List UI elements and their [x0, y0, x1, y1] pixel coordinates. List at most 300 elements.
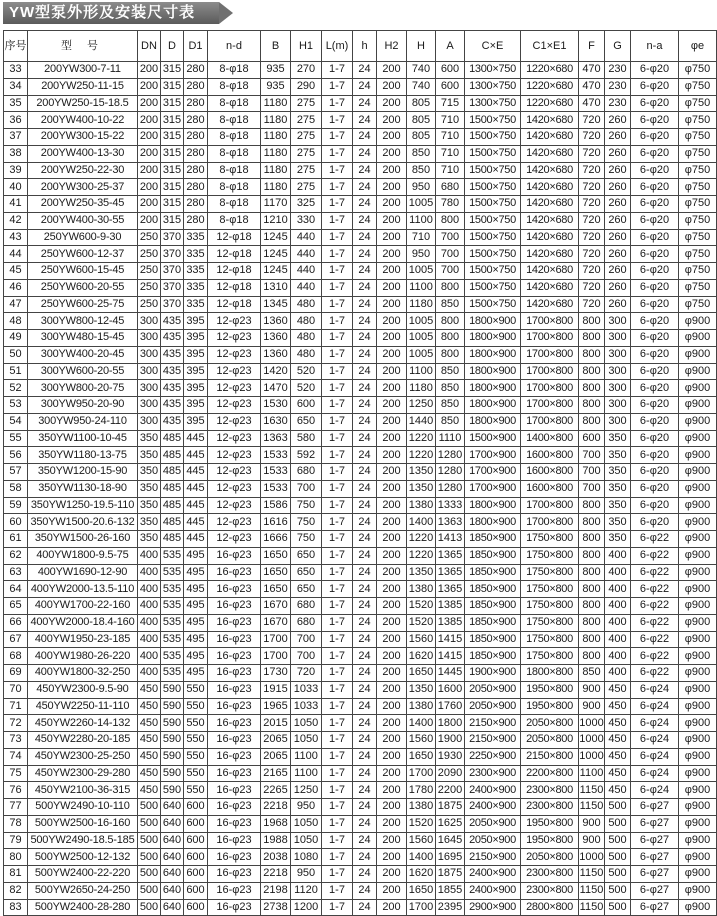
cell-h1: 480	[291, 296, 322, 313]
table-row	[4, 229, 717, 246]
cell-b: 2218	[261, 799, 291, 816]
cell-c1e1: 2800×800	[521, 899, 579, 916]
cell-d1: 395	[184, 363, 208, 380]
cell-h: 24	[353, 363, 377, 380]
cell-g: 450	[605, 748, 631, 765]
cell-c1e1: 2150×800	[521, 748, 579, 765]
cell-b: 1245	[261, 229, 291, 246]
cell-f: 1150	[579, 866, 605, 883]
cell-l: 1-7	[322, 832, 353, 849]
cell-na: 6-φ24	[631, 782, 679, 799]
cell-h2: 200	[377, 95, 407, 112]
cell-phie: φ750	[679, 246, 717, 263]
cell-d: 640	[161, 866, 184, 883]
header-dn: DN	[138, 31, 161, 62]
table-row	[4, 95, 717, 112]
cell-phie: φ750	[679, 179, 717, 196]
cell-h2: 200	[377, 380, 407, 397]
cell-seq: 64	[4, 581, 28, 598]
cell-model: 350YW1500-26-160	[28, 531, 138, 548]
cell-h1: 1033	[291, 698, 322, 715]
cell-phie: φ900	[679, 598, 717, 615]
cell-phie: φ900	[679, 765, 717, 782]
cell-d: 535	[161, 614, 184, 631]
cell-model: 200YW300-7-11	[28, 62, 138, 79]
cell-hh: 1220	[407, 430, 436, 447]
cell-l: 1-7	[322, 614, 353, 631]
cell-h: 24	[353, 447, 377, 464]
cell-d1: 280	[184, 129, 208, 146]
cell-phie: φ750	[679, 78, 717, 95]
cell-hh: 740	[407, 78, 436, 95]
cell-na: 6-φ22	[631, 598, 679, 615]
cell-g: 400	[605, 547, 631, 564]
cell-dn: 450	[138, 732, 161, 749]
cell-cxe: 1700×900	[465, 447, 521, 464]
cell-model: 300YW950-24-110	[28, 413, 138, 430]
cell-na: 6-φ27	[631, 815, 679, 832]
cell-nd: 8-φ18	[208, 145, 261, 162]
cell-dn: 450	[138, 698, 161, 715]
cell-d1: 550	[184, 732, 208, 749]
cell-a: 710	[436, 129, 465, 146]
cell-b: 1210	[261, 212, 291, 229]
cell-model: 450YW2300-9.5-90	[28, 681, 138, 698]
cell-d1: 280	[184, 196, 208, 213]
cell-g: 260	[605, 263, 631, 280]
table-row	[4, 363, 717, 380]
cell-a: 1855	[436, 882, 465, 899]
cell-dn: 500	[138, 832, 161, 849]
cell-na: 6-φ20	[631, 397, 679, 414]
cell-dn: 450	[138, 715, 161, 732]
cell-nd: 8-φ18	[208, 212, 261, 229]
cell-l: 1-7	[322, 765, 353, 782]
table-row	[4, 648, 717, 665]
cell-d1: 280	[184, 145, 208, 162]
cell-d1: 395	[184, 313, 208, 330]
cell-h: 24	[353, 765, 377, 782]
cell-hh: 1380	[407, 581, 436, 598]
cell-d: 485	[161, 464, 184, 481]
cell-seq: 65	[4, 598, 28, 615]
cell-seq: 36	[4, 112, 28, 129]
cell-na: 6-φ20	[631, 514, 679, 531]
cell-nd: 16-φ23	[208, 681, 261, 698]
cell-model: 450YW2280-20-185	[28, 732, 138, 749]
cell-b: 1666	[261, 531, 291, 548]
cell-model: 300YW800-12-45	[28, 313, 138, 330]
cell-f: 720	[579, 229, 605, 246]
header-d: D	[161, 31, 184, 62]
cell-seq: 57	[4, 464, 28, 481]
cell-h1: 1033	[291, 681, 322, 698]
cell-cxe: 1500×750	[465, 145, 521, 162]
cell-d: 640	[161, 882, 184, 899]
cell-dn: 500	[138, 799, 161, 816]
cell-dn: 450	[138, 782, 161, 799]
cell-h: 24	[353, 212, 377, 229]
cell-model: 250YW600-9-30	[28, 229, 138, 246]
cell-d1: 550	[184, 698, 208, 715]
cell-f: 800	[579, 380, 605, 397]
cell-f: 720	[579, 112, 605, 129]
cell-d1: 335	[184, 246, 208, 263]
cell-a: 1415	[436, 648, 465, 665]
cell-h2: 200	[377, 480, 407, 497]
cell-c1e1: 1600×800	[521, 480, 579, 497]
cell-na: 6-φ20	[631, 380, 679, 397]
cell-phie: φ750	[679, 112, 717, 129]
cell-h1: 275	[291, 129, 322, 146]
cell-h1: 680	[291, 598, 322, 615]
cell-h2: 200	[377, 145, 407, 162]
cell-g: 350	[605, 480, 631, 497]
cell-nd: 12-φ18	[208, 246, 261, 263]
cell-seq: 33	[4, 62, 28, 79]
cell-f: 1150	[579, 882, 605, 899]
cell-model: 300YW480-15-45	[28, 330, 138, 347]
cell-l: 1-7	[322, 430, 353, 447]
cell-g: 500	[605, 832, 631, 849]
table-header-row	[4, 31, 717, 62]
cell-h1: 1050	[291, 715, 322, 732]
cell-h1: 275	[291, 179, 322, 196]
cell-d: 535	[161, 631, 184, 648]
cell-a: 2395	[436, 899, 465, 916]
cell-nd: 16-φ23	[208, 732, 261, 749]
cell-l: 1-7	[322, 480, 353, 497]
cell-f: 800	[579, 547, 605, 564]
cell-phie: φ900	[679, 732, 717, 749]
cell-hh: 1400	[407, 514, 436, 531]
cell-b: 1363	[261, 430, 291, 447]
cell-nd: 16-φ23	[208, 832, 261, 849]
cell-c1e1: 1750×800	[521, 631, 579, 648]
cell-b: 1180	[261, 179, 291, 196]
cell-c1e1: 1950×800	[521, 815, 579, 832]
cell-b: 1360	[261, 330, 291, 347]
cell-cxe: 1700×900	[465, 480, 521, 497]
cell-h: 24	[353, 162, 377, 179]
cell-c1e1: 2300×800	[521, 866, 579, 883]
cell-b: 1915	[261, 681, 291, 698]
cell-na: 6-φ20	[631, 246, 679, 263]
cell-na: 6-φ20	[631, 464, 679, 481]
cell-cxe: 1500×750	[465, 229, 521, 246]
cell-cxe: 2900×900	[465, 899, 521, 916]
cell-phie: φ750	[679, 162, 717, 179]
cell-l: 1-7	[322, 464, 353, 481]
cell-nd: 16-φ23	[208, 581, 261, 598]
cell-na: 6-φ20	[631, 430, 679, 447]
cell-l: 1-7	[322, 263, 353, 280]
cell-dn: 350	[138, 480, 161, 497]
cell-nd: 16-φ23	[208, 564, 261, 581]
table-row	[4, 78, 717, 95]
cell-seq: 83	[4, 899, 28, 916]
cell-h1: 700	[291, 480, 322, 497]
cell-cxe: 1850×900	[465, 631, 521, 648]
cell-phie: φ900	[679, 614, 717, 631]
cell-d: 435	[161, 397, 184, 414]
cell-g: 450	[605, 765, 631, 782]
cell-seq: 48	[4, 313, 28, 330]
cell-cxe: 1800×900	[465, 313, 521, 330]
cell-d: 435	[161, 413, 184, 430]
cell-a: 600	[436, 78, 465, 95]
cell-seq: 55	[4, 430, 28, 447]
cell-g: 400	[605, 648, 631, 665]
cell-cxe: 1500×750	[465, 212, 521, 229]
cell-h2: 200	[377, 279, 407, 296]
cell-h1: 275	[291, 145, 322, 162]
cell-l: 1-7	[322, 62, 353, 79]
cell-na: 6-φ24	[631, 732, 679, 749]
cell-g: 400	[605, 614, 631, 631]
cell-d: 535	[161, 598, 184, 615]
cell-model: 450YW2300-25-250	[28, 748, 138, 765]
cell-dn: 200	[138, 129, 161, 146]
cell-d: 435	[161, 363, 184, 380]
cell-g: 300	[605, 330, 631, 347]
cell-d1: 495	[184, 564, 208, 581]
cell-d1: 280	[184, 112, 208, 129]
cell-b: 935	[261, 78, 291, 95]
cell-na: 6-φ20	[631, 330, 679, 347]
cell-h2: 200	[377, 464, 407, 481]
cell-na: 6-φ20	[631, 279, 679, 296]
cell-h1: 750	[291, 531, 322, 548]
cell-dn: 400	[138, 547, 161, 564]
cell-h2: 200	[377, 296, 407, 313]
cell-h: 24	[353, 430, 377, 447]
cell-f: 1100	[579, 765, 605, 782]
cell-d: 370	[161, 246, 184, 263]
cell-na: 6-φ27	[631, 882, 679, 899]
cell-dn: 200	[138, 162, 161, 179]
cell-c1e1: 1700×800	[521, 497, 579, 514]
table-row	[4, 296, 717, 313]
table-row	[4, 447, 717, 464]
cell-nd: 12-φ23	[208, 363, 261, 380]
cell-d: 590	[161, 715, 184, 732]
cell-nd: 12-φ23	[208, 413, 261, 430]
cell-cxe: 2050×900	[465, 698, 521, 715]
cell-na: 6-φ20	[631, 313, 679, 330]
cell-hh: 1350	[407, 681, 436, 698]
cell-a: 1280	[436, 464, 465, 481]
cell-cxe: 1500×750	[465, 279, 521, 296]
cell-c1e1: 1600×800	[521, 464, 579, 481]
cell-h1: 1050	[291, 732, 322, 749]
cell-phie: φ900	[679, 397, 717, 414]
cell-na: 6-φ27	[631, 799, 679, 816]
cell-seq: 54	[4, 413, 28, 430]
cell-c1e1: 1400×800	[521, 430, 579, 447]
cell-d1: 445	[184, 447, 208, 464]
cell-phie: φ900	[679, 899, 717, 916]
cell-nd: 12-φ23	[208, 380, 261, 397]
cell-d: 640	[161, 899, 184, 916]
cell-h1: 440	[291, 246, 322, 263]
cell-na: 6-φ24	[631, 715, 679, 732]
cell-h: 24	[353, 748, 377, 765]
cell-h2: 200	[377, 129, 407, 146]
cell-l: 1-7	[322, 129, 353, 146]
cell-cxe: 2150×900	[465, 849, 521, 866]
cell-dn: 500	[138, 849, 161, 866]
cell-d1: 445	[184, 480, 208, 497]
cell-h2: 200	[377, 62, 407, 79]
cell-hh: 805	[407, 129, 436, 146]
cell-na: 6-φ20	[631, 78, 679, 95]
cell-b: 1533	[261, 447, 291, 464]
cell-b: 1360	[261, 346, 291, 363]
cell-h1: 480	[291, 346, 322, 363]
cell-dn: 350	[138, 464, 161, 481]
cell-dn: 500	[138, 899, 161, 916]
cell-phie: φ900	[679, 346, 717, 363]
cell-h2: 200	[377, 397, 407, 414]
cell-h2: 200	[377, 631, 407, 648]
cell-seq: 49	[4, 330, 28, 347]
cell-cxe: 2150×900	[465, 715, 521, 732]
cell-nd: 12-φ23	[208, 514, 261, 531]
cell-l: 1-7	[322, 899, 353, 916]
cell-d1: 395	[184, 380, 208, 397]
cell-dn: 500	[138, 815, 161, 832]
cell-nd: 16-φ23	[208, 849, 261, 866]
cell-d1: 335	[184, 296, 208, 313]
header-g: G	[605, 31, 631, 62]
cell-na: 6-φ20	[631, 179, 679, 196]
cell-phie: φ900	[679, 330, 717, 347]
cell-hh: 1400	[407, 715, 436, 732]
cell-c1e1: 1420×680	[521, 246, 579, 263]
cell-cxe: 1850×900	[465, 531, 521, 548]
cell-a: 2200	[436, 782, 465, 799]
cell-h2: 200	[377, 698, 407, 715]
table-row	[4, 279, 717, 296]
header-h1: H1	[291, 31, 322, 62]
cell-seq: 35	[4, 95, 28, 112]
cell-model: 400YW1800-32-250	[28, 665, 138, 682]
cell-a: 700	[436, 229, 465, 246]
cell-d: 485	[161, 430, 184, 447]
cell-d1: 445	[184, 514, 208, 531]
cell-f: 850	[579, 665, 605, 682]
cell-hh: 1100	[407, 279, 436, 296]
cell-phie: φ900	[679, 447, 717, 464]
cell-model: 200YW300-15-22	[28, 129, 138, 146]
cell-na: 6-φ20	[631, 263, 679, 280]
cell-seq: 41	[4, 196, 28, 213]
cell-h: 24	[353, 229, 377, 246]
cell-f: 800	[579, 363, 605, 380]
cell-d1: 335	[184, 279, 208, 296]
cell-nd: 8-φ18	[208, 62, 261, 79]
cell-g: 230	[605, 62, 631, 79]
cell-b: 1616	[261, 514, 291, 531]
cell-f: 800	[579, 631, 605, 648]
cell-dn: 350	[138, 531, 161, 548]
cell-phie: φ900	[679, 413, 717, 430]
cell-seq: 75	[4, 765, 28, 782]
cell-h: 24	[353, 598, 377, 615]
cell-f: 720	[579, 129, 605, 146]
cell-f: 700	[579, 447, 605, 464]
cell-h1: 950	[291, 866, 322, 883]
cell-d1: 335	[184, 263, 208, 280]
cell-na: 6-φ20	[631, 129, 679, 146]
cell-l: 1-7	[322, 95, 353, 112]
cell-h2: 200	[377, 882, 407, 899]
cell-d1: 600	[184, 849, 208, 866]
cell-seq: 73	[4, 732, 28, 749]
cell-h2: 200	[377, 246, 407, 263]
cell-b: 1310	[261, 279, 291, 296]
cell-seq: 61	[4, 531, 28, 548]
cell-h1: 1050	[291, 832, 322, 849]
cell-f: 900	[579, 681, 605, 698]
cell-h1: 480	[291, 313, 322, 330]
cell-d: 640	[161, 849, 184, 866]
cell-b: 935	[261, 62, 291, 79]
cell-f: 800	[579, 413, 605, 430]
cell-hh: 740	[407, 62, 436, 79]
cell-d1: 445	[184, 531, 208, 548]
cell-hh: 1380	[407, 698, 436, 715]
cell-d1: 495	[184, 614, 208, 631]
cell-cxe: 1850×900	[465, 598, 521, 615]
cell-seq: 44	[4, 246, 28, 263]
cell-dn: 450	[138, 681, 161, 698]
cell-h: 24	[353, 246, 377, 263]
cell-a: 710	[436, 112, 465, 129]
cell-cxe: 1500×750	[465, 129, 521, 146]
cell-c1e1: 2300×800	[521, 882, 579, 899]
cell-phie: φ900	[679, 748, 717, 765]
cell-dn: 400	[138, 665, 161, 682]
cell-g: 500	[605, 899, 631, 916]
cell-c1e1: 2300×800	[521, 782, 579, 799]
cell-h1: 290	[291, 78, 322, 95]
cell-l: 1-7	[322, 229, 353, 246]
cell-c1e1: 1420×680	[521, 162, 579, 179]
cell-seq: 46	[4, 279, 28, 296]
cell-model: 200YW250-15-18.5	[28, 95, 138, 112]
cell-nd: 8-φ18	[208, 78, 261, 95]
cell-dn: 350	[138, 430, 161, 447]
cell-l: 1-7	[322, 748, 353, 765]
table-row	[4, 799, 717, 816]
cell-nd: 8-φ18	[208, 162, 261, 179]
cell-c1e1: 1750×800	[521, 598, 579, 615]
cell-na: 6-φ27	[631, 849, 679, 866]
cell-model: 300YW600-20-55	[28, 363, 138, 380]
table-row	[4, 866, 717, 883]
cell-h: 24	[353, 263, 377, 280]
cell-h: 24	[353, 832, 377, 849]
table-row	[4, 581, 717, 598]
cell-hh: 1700	[407, 765, 436, 782]
cell-d: 640	[161, 799, 184, 816]
cell-hh: 1520	[407, 598, 436, 615]
cell-model: 400YW1690-12-90	[28, 564, 138, 581]
cell-l: 1-7	[322, 179, 353, 196]
cell-cxe: 2300×900	[465, 765, 521, 782]
